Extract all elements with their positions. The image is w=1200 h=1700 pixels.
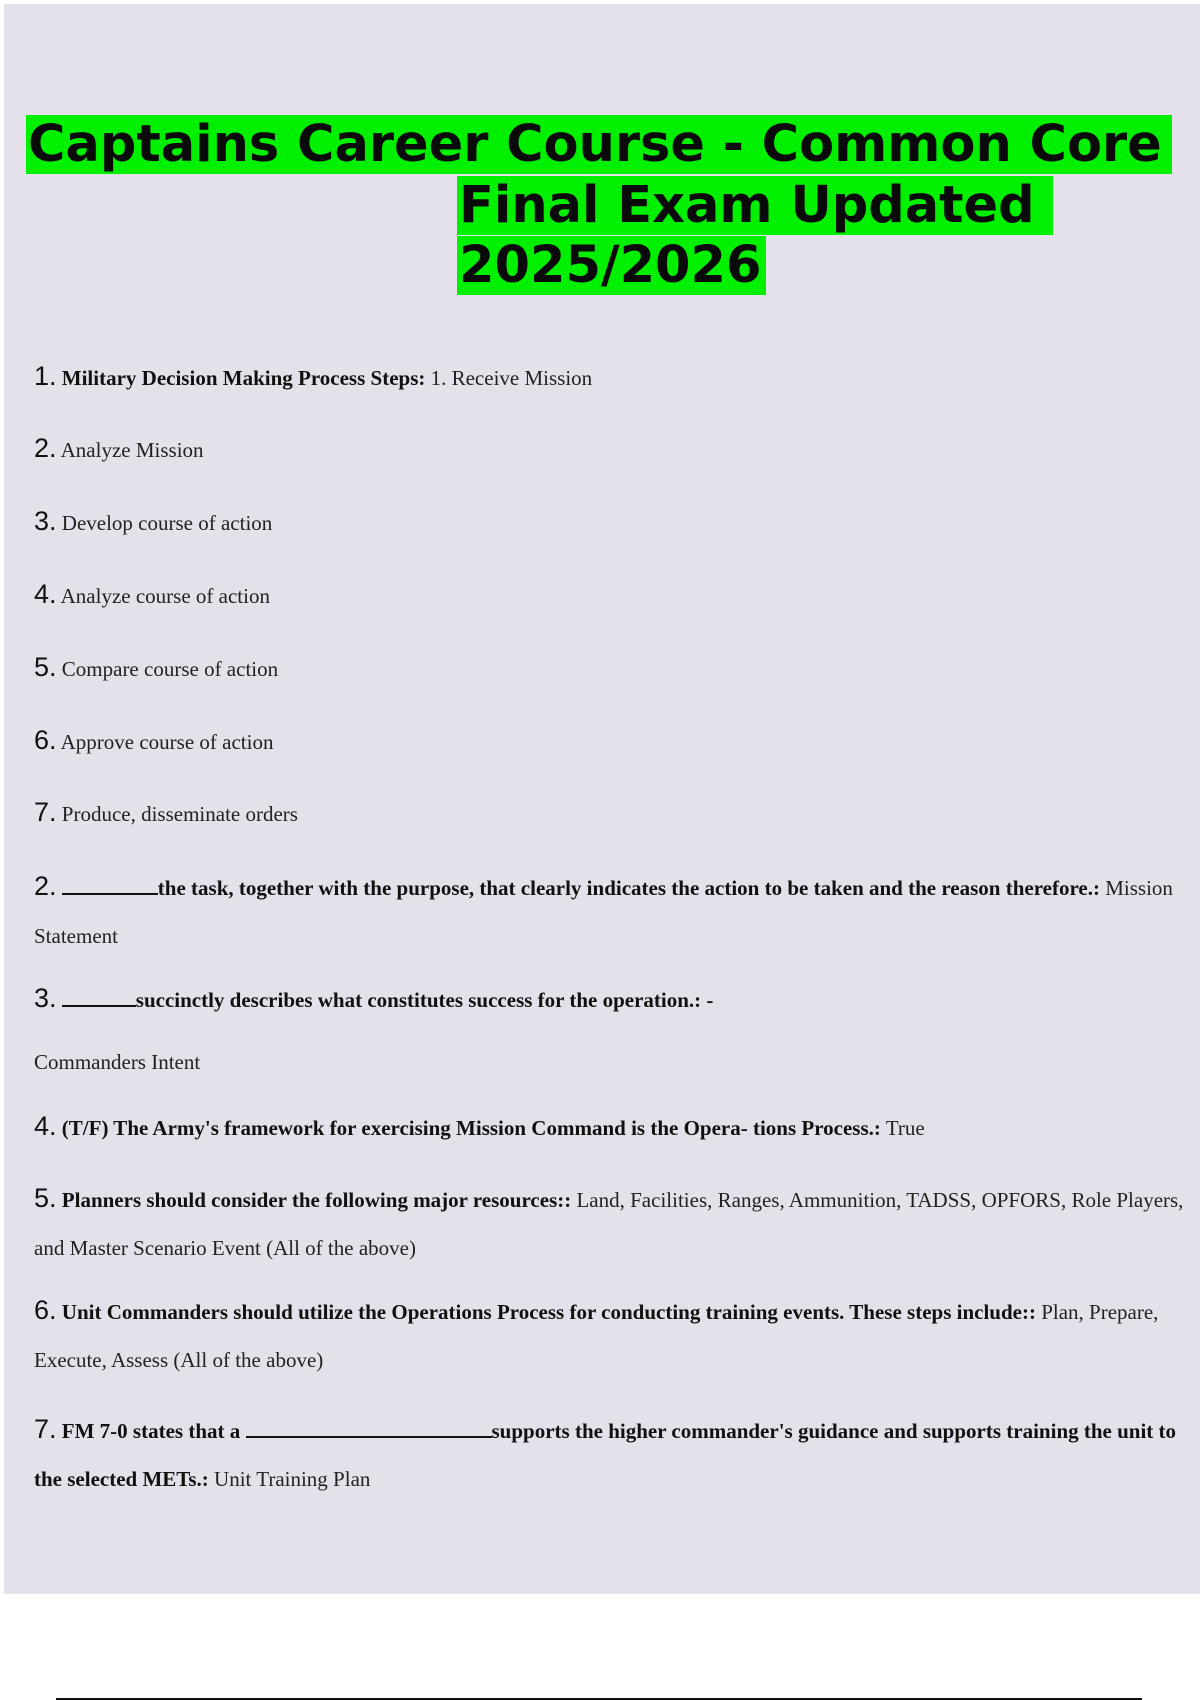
question-item: 5. Planners should consider the following major resources:: Land, Facilities, Ranges, Ammunition, TADSS, OPFORS, Role Players, and Master Scenario Event (All of the above) [34, 1183, 1184, 1260]
list-item: 5. Compare course of action [34, 652, 279, 682]
list-item: 6. Approve course of action [34, 725, 274, 755]
question-item: 2. the task, together with the purpose, that clearly indicates the action to be taken and the reason therefore.: Mission Statement [34, 871, 1173, 948]
question-item: 4. (T/F) The Army's framework for exercising Mission Command is the Opera- tions Process.: True [34, 1111, 925, 1141]
question-item: 3. succinctly describes what constitutes success for the operation.: - [34, 983, 714, 1013]
title-line-1: Captains Career Course - Common Core [26, 116, 1200, 174]
title-line-2: Final Exam Updated [457, 177, 1200, 235]
list-item: 7. Produce, disseminate orders [34, 797, 298, 827]
answer-text: Commanders Intent [34, 1050, 201, 1074]
list-item: 1. Military Decision Making Process Steps: 1. Receive Mission [34, 361, 593, 391]
list-item: 3. Develop course of action [34, 506, 273, 536]
list-item: 2. Analyze Mission [34, 433, 204, 463]
title-line-3: 2025/2026 [457, 237, 1200, 295]
question-item: 6. Unit Commanders should utilize the Operations Process for conducting training events. These steps include:: Plan, Prepare, Execute, Assess (All of the above) [34, 1295, 1159, 1372]
list-item: 4. Analyze course of action [34, 579, 270, 609]
question-item: 7. FM 7-0 states that a supports the higher commander's guidance and supports training the unit to the selected METs.: Unit Training Plan [34, 1414, 1177, 1491]
answer-blank [62, 879, 158, 895]
answer-blank [62, 991, 136, 1007]
answer-blank [246, 1422, 492, 1438]
